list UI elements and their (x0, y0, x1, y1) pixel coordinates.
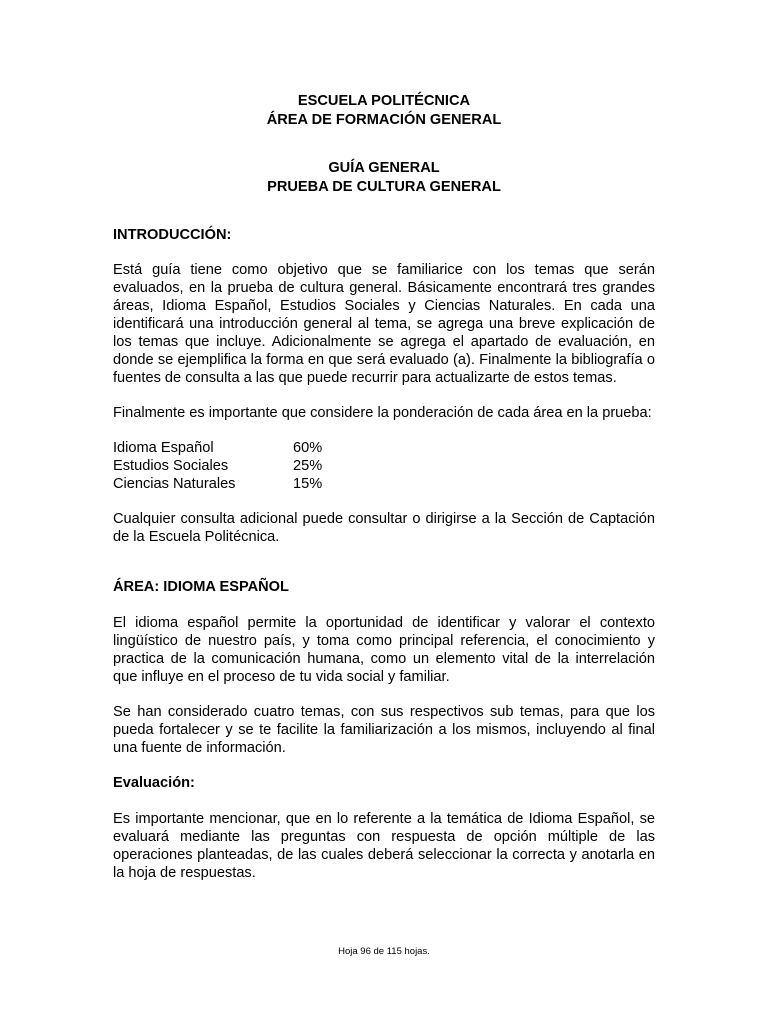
department-name: ÁREA DE FORMACIÓN GENERAL (266, 111, 502, 128)
weight-value: 15% (293, 476, 323, 492)
page-footer: Hoja 96 de 115 hojas. (338, 946, 430, 957)
weighting-paragraph: Finalmente es importante que considere la ponderación de cada área en la prueba: (113, 405, 652, 421)
area-heading: ÁREA: IDIOMA ESPAÑOL (113, 579, 289, 595)
area-intro-paragraph: El idioma español permite la oportunidad de identificar y valorar el contexto lingüístico de nuestro país, y toma como principal referencia, el conocimiento y practica de la comunicación humana, como un elemento vital de la interrelación que influye en el proceso de tu vida social y familiar. (113, 615, 655, 685)
weight-row (113, 439, 655, 457)
intro-paragraph: Está guía tiene como objetivo que se familiarice con los temas que serán evaluados, en la prueba de cultura general. Básicamente encontrará tres grandes áreas, Idioma Español, Estudios Sociales y Ciencias Naturales. En cada una identificará una introducción general al tema, se agrega una breve explicación de los temas que incluye. Adicionalmente se agrega el apartado de evaluación, en donde se ejemplifica la forma en que será evaluado (a). Finalmente la bibliografía o fuentes de consulta a las que puede recurrir para actualizarte de estos temas. (113, 262, 655, 386)
topics-paragraph: Se han considerado cuatro temas, con sus respectivos sub temas, para que los pueda fortalecer y se te facilite la familiarización a los mismos, incluyendo al final una fuente de información. (113, 704, 655, 756)
weights-table (113, 439, 655, 493)
document-subtitle: PRUEBA DE CULTURA GENERAL (267, 178, 501, 195)
weight-row (113, 457, 655, 475)
page-content (113, 92, 655, 899)
document-title: GUÍA GENERAL (328, 160, 440, 176)
weight-area: Ciencias Naturales (113, 476, 236, 492)
weight-area: Estudios Sociales (113, 458, 229, 474)
weight-area: Idioma Español (113, 440, 214, 456)
evaluation-heading: Evaluación: (113, 775, 195, 791)
weight-value: 25% (293, 458, 323, 474)
weight-value: 60% (293, 440, 323, 456)
intro-heading: INTRODUCCIÓN: (113, 227, 232, 243)
weight-row (113, 475, 655, 493)
evaluation-paragraph: Es importante mencionar, que en lo referente a la temática de Idioma Español, se evaluará mediante las preguntas con respuesta de opción múltiple de las operaciones planteadas, de las cuales deberá seleccionar la correcta y anotarla en la hoja de respuestas. (113, 811, 655, 881)
institution-header (113, 92, 655, 129)
institution-name: ESCUELA POLITÉCNICA (297, 93, 471, 109)
document-title-block (113, 159, 655, 196)
contact-paragraph: Cualquier consulta adicional puede consultar o dirigirse a la Sección de Captación de la Escuela Politécnica. (113, 511, 655, 545)
